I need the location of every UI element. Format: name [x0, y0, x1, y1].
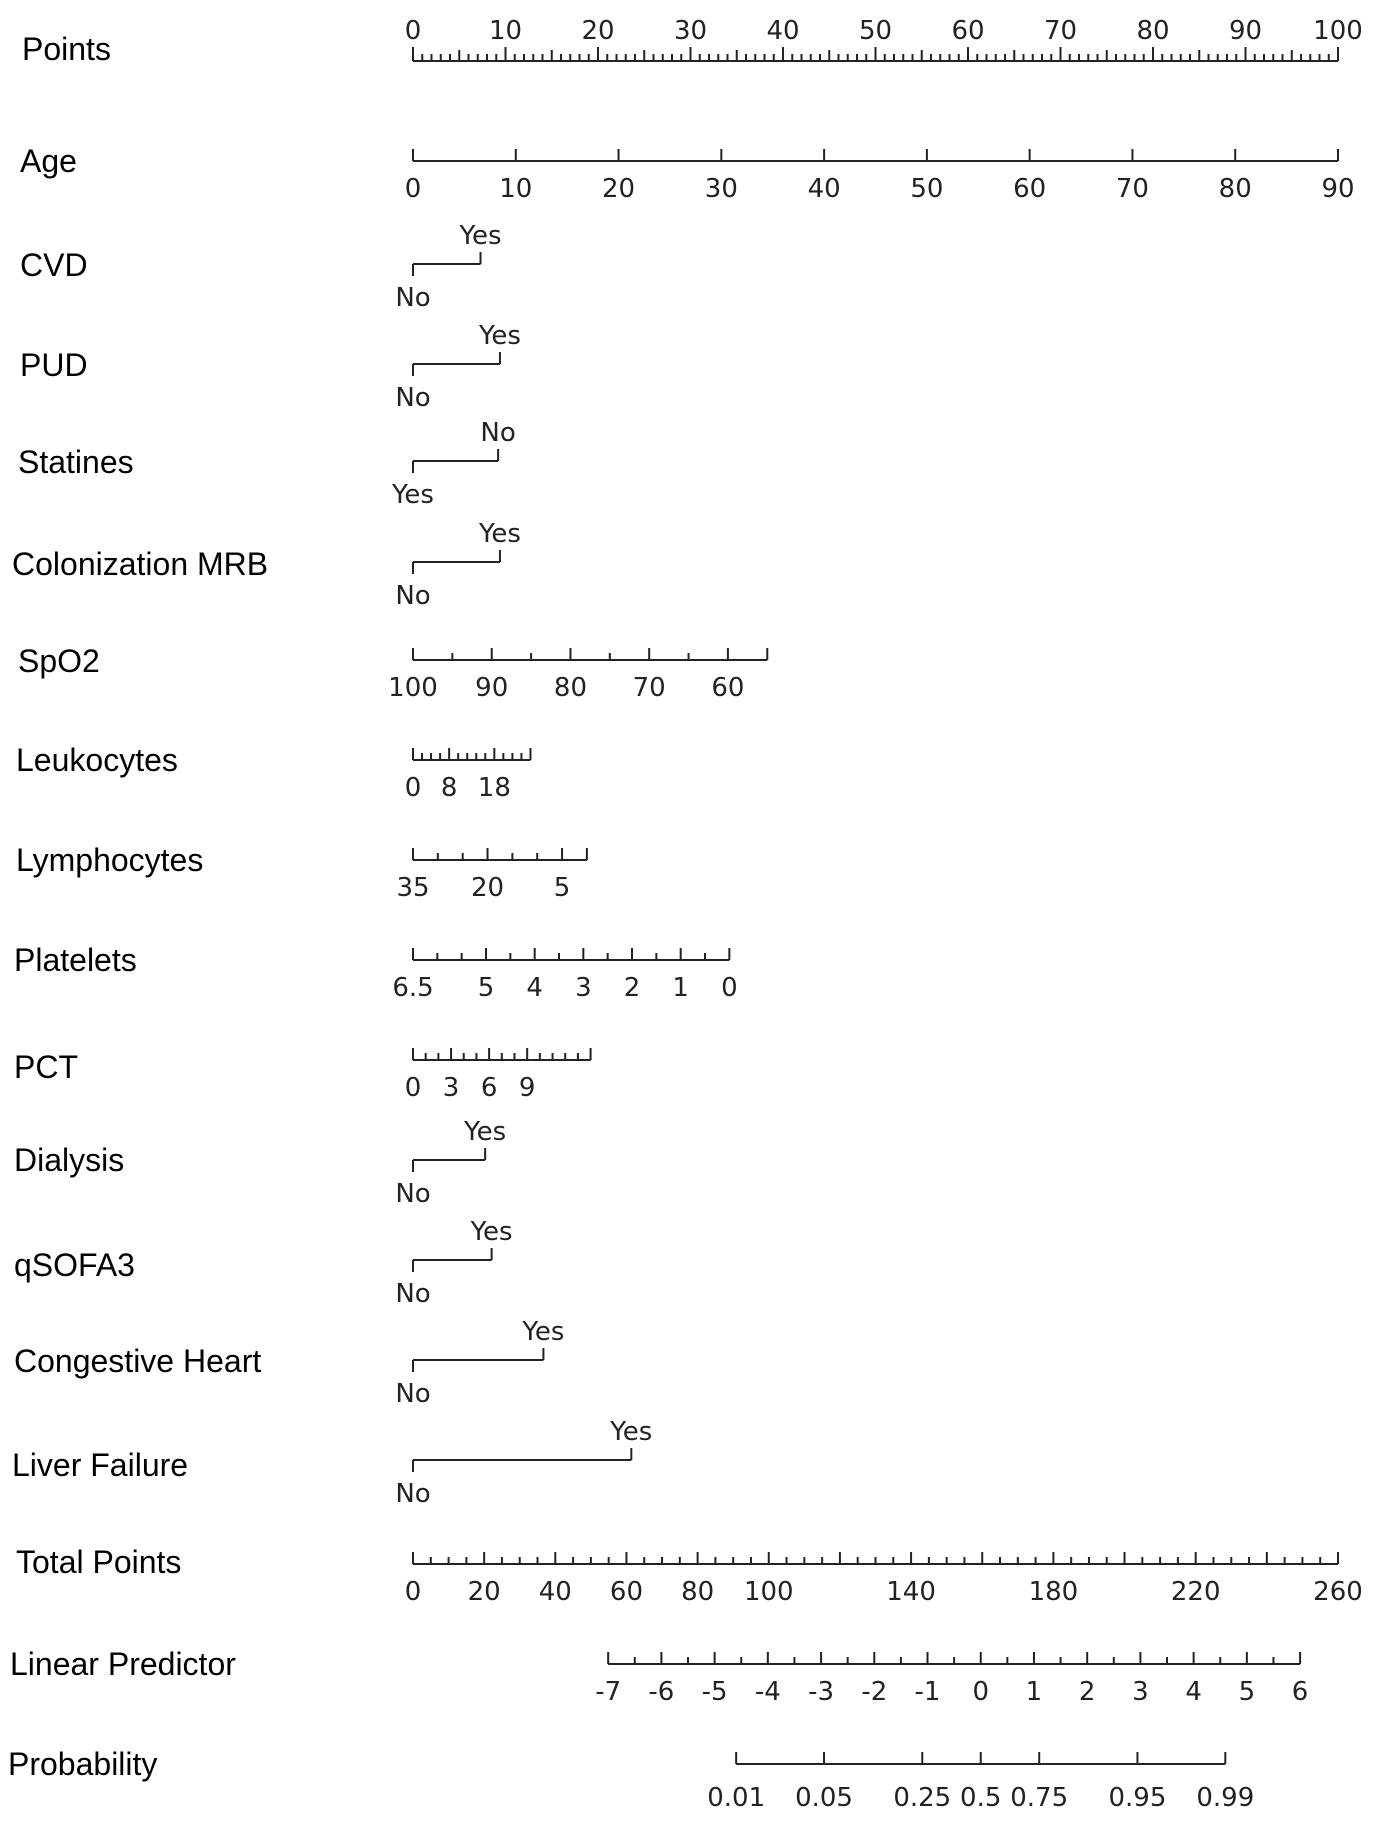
tick-label: 0.5 [960, 1783, 1002, 1813]
tick-label: 20 [581, 16, 615, 46]
row-qsofa3 [14, 1217, 513, 1309]
tick-label: 0 [404, 1577, 422, 1607]
tick-label: 5 [1238, 1677, 1256, 1707]
row-label-points: Points [22, 31, 111, 67]
tick-label: 6.5 [392, 973, 434, 1003]
tick-label: 70 [632, 673, 666, 703]
tick-label: 60 [609, 1577, 644, 1607]
row-label-pud: PUD [20, 347, 88, 383]
level-label-yes: Yes [464, 1117, 507, 1147]
tick-label: 5 [477, 973, 495, 1003]
tick-label: 40 [807, 174, 841, 204]
tick-label: 220 [1170, 1577, 1221, 1607]
level-label-yes: Yes [610, 1417, 653, 1447]
level-label-yes: Yes [459, 221, 502, 251]
tick-label: 0 [404, 1073, 422, 1103]
tick-label: -2 [861, 1677, 888, 1707]
row-total-points [16, 1544, 1363, 1607]
row-label-spo2: SpO2 [18, 643, 100, 679]
tick-label: 40 [538, 1577, 572, 1607]
tick-label: -3 [808, 1677, 835, 1707]
row-leukocytes [16, 742, 530, 803]
tick-label: -6 [648, 1677, 675, 1707]
level-label-yes: Yes [392, 480, 434, 510]
row-label-linear-predictor: Linear Predictor [10, 1646, 236, 1682]
tick-label: 3 [1132, 1677, 1149, 1707]
row-dialysis [14, 1117, 506, 1209]
tick-label: 260 [1313, 1577, 1363, 1607]
tick-label: 50 [910, 174, 944, 204]
row-platelets [14, 942, 738, 1003]
tick-label: 1 [1025, 1677, 1043, 1707]
tick-label: 100 [388, 673, 438, 703]
row-pud [20, 321, 521, 413]
tick-label: 80 [1136, 16, 1170, 46]
tick-label: -5 [701, 1677, 728, 1707]
tick-label: 1 [672, 973, 689, 1003]
tick-label: 0.75 [1010, 1783, 1069, 1813]
tick-label: 140 [886, 1577, 936, 1607]
tick-label: 0 [721, 973, 738, 1003]
row-label-probability: Probability [8, 1746, 158, 1782]
tick-label: 0 [404, 16, 422, 46]
tick-label: 60 [711, 673, 745, 703]
row-linear-predictor [10, 1646, 1308, 1707]
row-congestive-heart [14, 1317, 564, 1409]
tick-label: 18 [477, 773, 511, 803]
tick-label: 20 [602, 174, 636, 204]
tick-label: 80 [1218, 174, 1252, 204]
tick-label: 2 [623, 973, 641, 1003]
level-label-yes: Yes [522, 1317, 565, 1347]
tick-label: 10 [499, 174, 533, 204]
tick-label: 70 [1043, 16, 1078, 46]
tick-label: 6 [1291, 1677, 1309, 1707]
tick-label: 30 [673, 16, 708, 46]
level-label-no: No [395, 1179, 431, 1209]
row-label-platelets: Platelets [14, 942, 137, 978]
level-label-no: No [395, 1479, 431, 1509]
row-label-total-points: Total Points [16, 1544, 182, 1580]
tick-label: 180 [1028, 1577, 1079, 1607]
tick-label: 80 [681, 1577, 715, 1607]
row-cvd [20, 221, 502, 313]
tick-label: 4 [526, 973, 543, 1003]
tick-label: 35 [396, 873, 430, 903]
tick-label: 100 [1313, 16, 1363, 46]
tick-label: 90 [1321, 174, 1355, 204]
tick-label: 0 [404, 773, 422, 803]
tick-label: 0.01 [707, 1783, 766, 1813]
tick-label: 90 [475, 673, 509, 703]
tick-label: 0.25 [893, 1783, 952, 1813]
level-label-no: No [395, 1379, 431, 1409]
row-label-leukocytes: Leukocytes [16, 742, 178, 778]
tick-label: 6 [480, 1073, 498, 1103]
row-liver-failure [12, 1417, 652, 1509]
level-label-no: No [480, 418, 516, 448]
row-label-age: Age [20, 143, 77, 179]
tick-label: 3 [575, 973, 592, 1003]
tick-label: 8 [440, 773, 458, 803]
row-label-cvd: CVD [20, 247, 88, 283]
tick-label: 0.99 [1196, 1783, 1255, 1813]
tick-label: 5 [553, 873, 571, 903]
tick-label: 3 [442, 1073, 460, 1103]
tick-label: 70 [1115, 174, 1149, 204]
row-pct [14, 1048, 591, 1103]
tick-label: 0.95 [1108, 1783, 1167, 1813]
row-label-liver-failure: Liver Failure [12, 1447, 189, 1483]
level-label-yes: Yes [478, 321, 521, 351]
row-lymphocytes [16, 842, 587, 903]
tick-label: -4 [754, 1677, 781, 1707]
row-spo2 [18, 643, 767, 703]
level-label-yes: Yes [470, 1217, 513, 1247]
row-label-statines: Statines [18, 444, 134, 480]
tick-label: 60 [1013, 174, 1047, 204]
tick-label: -1 [914, 1677, 941, 1707]
tick-label: 0.05 [795, 1783, 853, 1813]
tick-label: 80 [553, 673, 588, 703]
row-age [20, 143, 1355, 204]
row-colonization-mrb [12, 519, 521, 611]
tick-label: -7 [595, 1677, 622, 1707]
row-label-colonization-mrb: Colonization MRB [12, 546, 269, 582]
level-label-yes: Yes [478, 519, 521, 549]
tick-label: 0 [404, 174, 422, 204]
row-label-pct: PCT [14, 1049, 78, 1085]
row-label-qsofa3: qSOFA3 [14, 1247, 135, 1283]
tick-label: 20 [467, 1577, 501, 1607]
tick-label: 60 [951, 16, 985, 46]
tick-label: 30 [704, 174, 738, 204]
row-label-congestive-heart: Congestive Heart [14, 1343, 262, 1379]
tick-label: 90 [1228, 16, 1263, 46]
tick-label: 10 [488, 16, 523, 46]
tick-label: 0 [972, 1677, 990, 1707]
tick-label: 100 [743, 1577, 794, 1607]
row-probability [8, 1746, 1254, 1813]
row-points [22, 16, 1363, 67]
tick-label: 40 [766, 16, 800, 46]
level-label-no: No [395, 283, 431, 313]
row-label-dialysis: Dialysis [14, 1142, 125, 1178]
tick-label: 20 [470, 873, 505, 903]
level-label-no: No [395, 1279, 431, 1309]
tick-label: 4 [1185, 1677, 1202, 1707]
tick-label: 50 [858, 16, 893, 46]
tick-label: 2 [1078, 1677, 1096, 1707]
level-label-no: No [395, 581, 431, 611]
tick-label: 9 [518, 1073, 536, 1103]
row-statines [18, 418, 516, 510]
row-label-lymphocytes: Lymphocytes [16, 842, 204, 878]
level-label-no: No [395, 383, 431, 413]
